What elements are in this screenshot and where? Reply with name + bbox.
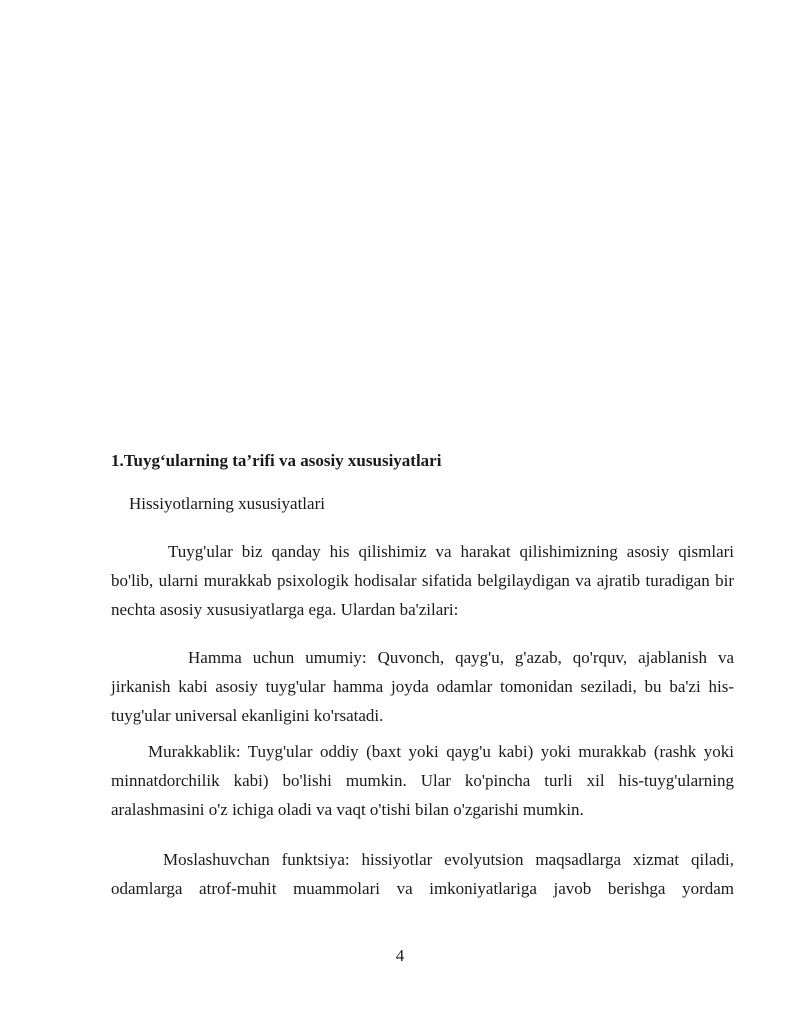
section-heading: 1.Tuyg‘ularning ta’rifi va asosiy xususiyatlari xyxy=(111,451,442,470)
section-subheading: Hissiyotlarning xususiyatlari xyxy=(129,494,325,513)
page-number: 4 xyxy=(395,946,405,965)
paragraph-complexity: Murakkablik: Tuyg'ular oddiy (baxt yoki qayg'u kabi) yoki murakkab (rashk yoki minnatdorchilik kabi) bo'lishi mumkin. Ular ko'pincha turli xil his-tuyg'ularning aralashmasini o'z ichiga oladi va vaqt o'tishi bilan o'zgarishi mumkin. xyxy=(111,742,734,819)
paragraph-universality: Hamma uchun umumiy: Quvonch, qayg'u, g'azab, qo'rquv, ajablanish va jirkanish kabi asosiy tuyg'ular hamma joyda odamlar tomonidan seziladi, bu ba'zi his-tuyg'ular universal ekanligini ko'rsatadi. xyxy=(111,648,734,725)
paragraph-adaptive-function: Moslashuvchan funktsiya: hissiyotlar evolyutsion maqsadlarga xizmat qiladi, odamlarga atrof-muhit muammolari va imkoniyatlariga javob berishga yordam xyxy=(111,850,734,898)
paragraph-intro: Tuyg'ular biz qanday his qilishimiz va harakat qilishimizning asosiy qismlari bo'lib, ularni murakkab psixologik hodisalar sifatida belgilaydigan va ajratib turadigan bir nechta asosiy xususiyatlarga ega. Ulardan ba'zilari: xyxy=(111,542,734,619)
